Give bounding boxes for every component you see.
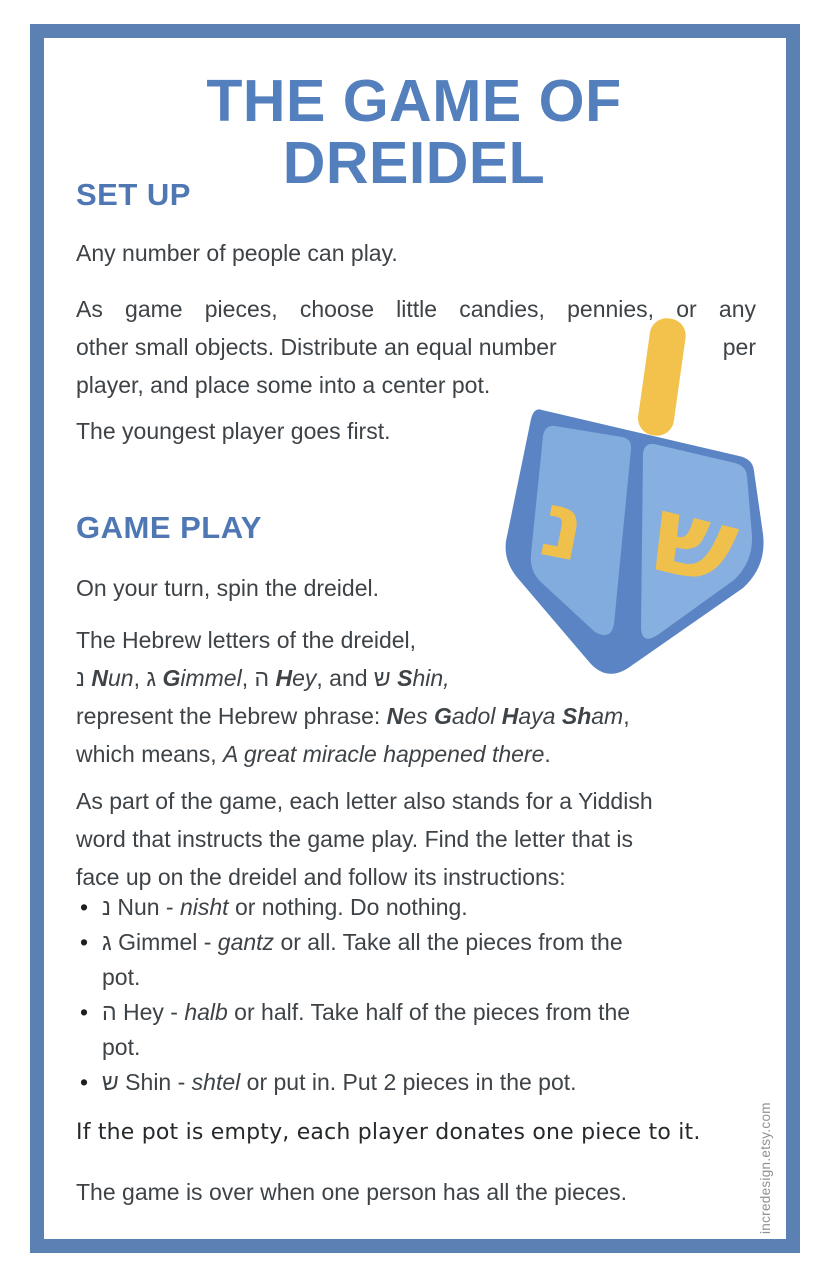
setup-p2-line1: As game pieces, choose little candies, pennies, or any — [76, 296, 756, 322]
setup-p2-line2-right: per — [722, 334, 756, 360]
list-item-text — [102, 1065, 577, 1100]
bullet-icon — [80, 925, 102, 995]
hebrew-para-line1: The Hebrew letters of the dreidel, — [76, 627, 417, 653]
hebrew-para-line2: נ Nun, ג Gimmel, ה Hey, and ש Shin, — [76, 665, 450, 691]
setup-paragraph-2 — [76, 290, 756, 404]
page-title-line1: THE GAME OF — [206, 68, 622, 134]
setup-p2-line2 — [76, 328, 756, 366]
site-credit: incredesign.etsy.com — [758, 1102, 773, 1234]
rule-gimmel-line1: ג Gimmel - gantz or all. Take all the pieces from the — [102, 929, 623, 955]
page-title-line2: DREIDEL — [282, 130, 546, 196]
yiddish-para-line1: As part of the game, each letter also stands for a Yiddish — [76, 788, 653, 814]
setup-p2-line2-left: other small objects. Distribute an equal number — [76, 334, 557, 360]
setup-paragraph-3: The youngest player goes first. — [76, 418, 391, 444]
gameplay-heading: GAME PLAY — [76, 510, 262, 545]
rule-hey-line2: pot. — [102, 1034, 141, 1060]
yiddish-para-line3: face up on the dreidel and follow its instructions: — [76, 864, 566, 890]
list-item-text — [102, 995, 630, 1065]
gameplay-paragraph-1: On your turn, spin the dreidel. — [76, 575, 379, 601]
hebrew-letters-paragraph — [76, 621, 756, 773]
rule-gimmel-line2: pot. — [102, 964, 141, 990]
rule-nun-line1: נ Nun - nisht or nothing. Do nothing. — [102, 894, 468, 920]
hebrew-para-line4: which means, A great miracle happened there. — [76, 741, 551, 767]
list-item-hey — [76, 995, 756, 1065]
hebrew-letter-shin: ש — [640, 470, 750, 613]
hebrew-letter-nun: נ — [533, 469, 595, 583]
list-item-shin — [76, 1065, 756, 1100]
setup-heading: SET UP — [76, 177, 191, 212]
bullet-icon — [80, 890, 102, 925]
rule-shin-line1: ש Shin - shtel or put in. Put 2 pieces in the pot. — [102, 1069, 577, 1095]
pot-empty-note: If the pot is empty, each player donates one piece to it. — [76, 1120, 701, 1145]
yiddish-paragraph — [76, 782, 756, 896]
setup-p2-line3: player, and place some into a center pot. — [76, 372, 491, 398]
list-item-nun — [76, 890, 756, 925]
list-item-text — [102, 925, 623, 995]
letter-rules-list — [76, 890, 756, 1100]
setup-paragraph-1: Any number of people can play. — [76, 240, 398, 266]
hebrew-para-line3: represent the Hebrew phrase: Nes Gadol Haya Sham, — [76, 703, 630, 729]
game-over-note: The game is over when one person has all the pieces. — [76, 1179, 628, 1205]
rule-hey-line1: ה Hey - halb or half. Take half of the pieces from the — [102, 999, 631, 1025]
bullet-icon — [80, 995, 102, 1065]
list-item-text — [102, 890, 468, 925]
bullet-icon — [80, 1065, 102, 1100]
page-title — [34, 70, 794, 194]
yiddish-para-line2: word that instructs the game play. Find the letter that is — [76, 826, 633, 852]
list-item-gimmel — [76, 925, 756, 995]
